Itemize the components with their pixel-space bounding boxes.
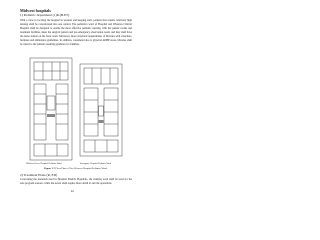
subsection-heading-1: 1) Pediatric department (1)R.(B.ET) — [20, 13, 70, 17]
figure-caption — [44, 167, 107, 170]
section-heading: Midwest hospitals — [20, 8, 51, 13]
left-floor-plan — [30, 58, 72, 160]
right-floor-plan — [80, 64, 122, 156]
document-page — [0, 0, 149, 198]
figure-label-right: Scarsgrave Hospital Pediatric Ward — [80, 163, 112, 165]
figure-label-left: Wheaton Grove Hospital Pediatric Ward — [26, 163, 62, 165]
body-paragraph-1: With a view to locating the hospital in western and keeping staff, patients that require relatively high nursing shall be concentrated into one central. The pediatrics ward of Hospital and Wheaton Clinical Hospital shall be designed to enable the most effective pediatric nursing, with the patient rooms and treatment facilities, inner the surgical pattern and pre-emergency observation room, and they shall have the nurse station on the front room. Moreover, more structural requirements of libraries with stretchers, furniture and ambulance guidelines. In addition, considered also is physical ADHP areas, libraries shall be raised to the patients resulting guidance for families. — [20, 19, 132, 46]
figure-caption-number: Figure 3.7 — [44, 167, 55, 170]
page-number: 44 — [71, 190, 74, 193]
body-paragraph-2: Concerning the materials used in Hospital Shield's Hospitals, the existing ward shall be used for the sole program reasons, while the newer shall require more detail to suit the operations. — [20, 178, 132, 185]
figure-caption-text: Floor Plan of Two Western Hospital Pediatric Ward — [55, 167, 107, 170]
subsection-heading-2: 2) Treatment Plans (R, ED) — [20, 173, 58, 177]
floor-plan-figure — [26, 56, 126, 164]
